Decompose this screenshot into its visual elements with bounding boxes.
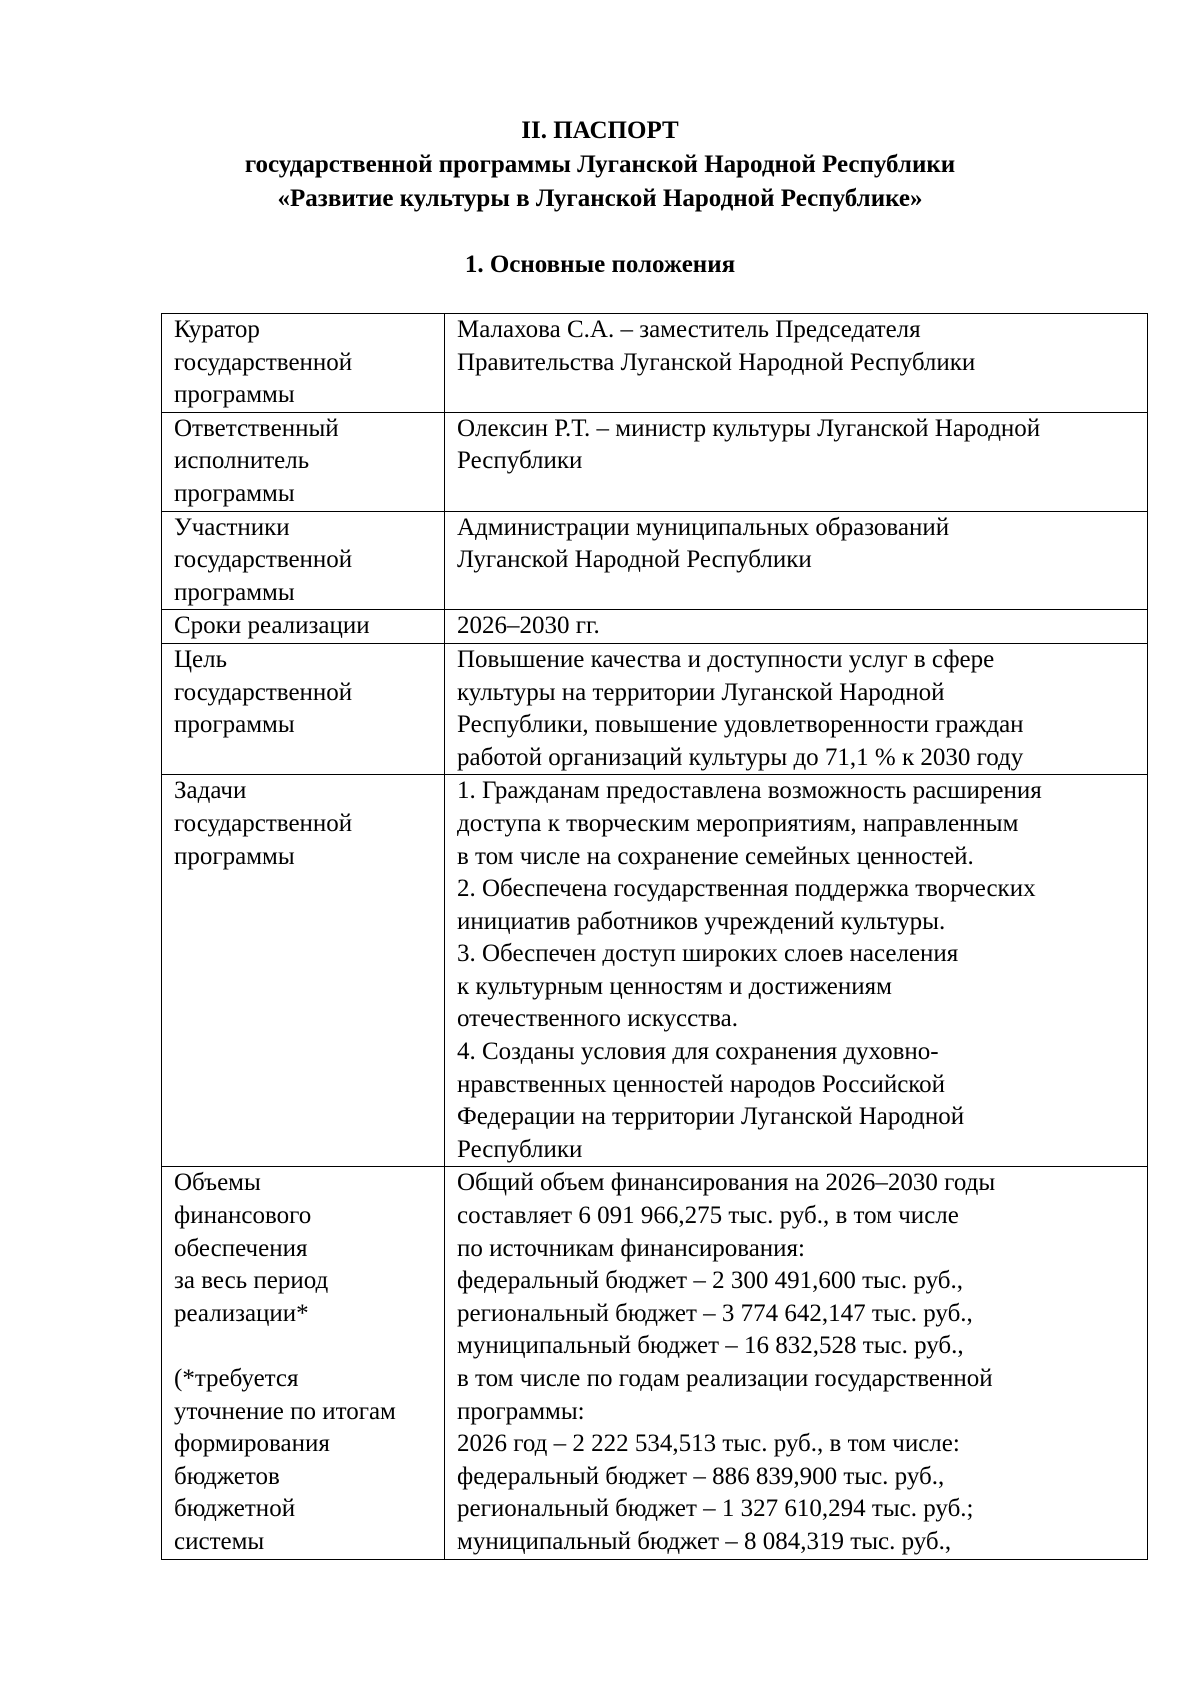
- row-value-executor: [445, 412, 1148, 511]
- program-title-line-2: «Развитие культуры в Луганской Народной Республике»: [277, 185, 923, 212]
- value-line: Луганской Народной Республики: [457, 546, 812, 574]
- label-line: обеспечения: [174, 1234, 308, 1262]
- value-line: Малахова С.А. – заместитель Председателя: [457, 316, 921, 343]
- row-label-curator: [162, 314, 445, 413]
- label-line: Ответственный: [174, 414, 339, 442]
- row-value-tasks: [445, 775, 1148, 1167]
- label-note-line: формирования: [174, 1430, 330, 1458]
- label-line: исполнитель: [174, 447, 310, 475]
- label-line: финансового: [174, 1202, 312, 1230]
- value-line: программы:: [457, 1397, 585, 1425]
- label-line: Куратор: [174, 316, 260, 343]
- value-line: составляет 6 091 966,275 тыс. руб., в том числе: [457, 1202, 959, 1230]
- value-line: Республики: [457, 1135, 583, 1163]
- row-label-period: [162, 610, 445, 644]
- label-line: программы: [174, 578, 295, 606]
- program-title-line-1: государственной программы Луганской Народной Республики: [244, 151, 956, 178]
- value-line: нравственных ценностей народов Российской: [457, 1070, 946, 1098]
- value-line: 2026 год – 2 222 534,513 тыс. руб., в том числе:: [457, 1430, 960, 1458]
- table-row: [162, 511, 1148, 610]
- label-line: программы: [174, 381, 295, 409]
- value-line: муниципальный бюджет – 16 832,528 тыс. руб.,: [457, 1332, 964, 1360]
- label-line: за весь период: [174, 1267, 329, 1295]
- row-value-curator: [445, 314, 1148, 413]
- row-value-participants: [445, 511, 1148, 610]
- value-line: Федерации на территории Луганской Народной: [457, 1103, 965, 1131]
- value-line: 2. Обеспечена государственная поддержка творческих: [457, 875, 1036, 903]
- label-line: программы: [174, 711, 295, 739]
- table-row: [162, 314, 1148, 413]
- value-line: культуры на территории Луганской Народной: [457, 678, 945, 706]
- blank-line: [174, 1330, 438, 1363]
- row-value-period: [445, 610, 1148, 644]
- value-line: 4. Созданы условия для сохранения духовно-: [457, 1038, 939, 1066]
- label-line: государственной: [174, 348, 353, 376]
- value-line: Республики, повышение удовлетворенности граждан: [457, 711, 1024, 739]
- value-line: в том числе на сохранение семейных ценностей.: [457, 842, 974, 870]
- label-line: государственной: [174, 809, 353, 837]
- value-line: Администрации муниципальных образований: [457, 513, 950, 541]
- label-line: Цель: [174, 645, 228, 673]
- label-line: программы: [174, 842, 295, 870]
- label-line: Участники: [174, 513, 290, 541]
- table-row: [162, 412, 1148, 511]
- table-row: [162, 643, 1148, 774]
- value-line: 1. Гражданам предоставлена возможность расширения: [457, 777, 1042, 805]
- value-line: доступа к творческим мероприятиям, направленным: [457, 809, 1019, 837]
- value-line: Республики: [457, 447, 583, 475]
- value-line: региональный бюджет – 1 327 610,294 тыс. руб.;: [457, 1495, 974, 1523]
- row-label-executor: [162, 412, 445, 511]
- value-line: работой организаций культуры до 71,1 % к 2030 году: [457, 743, 1024, 771]
- row-label-funding: [162, 1167, 445, 1559]
- section-title: II. ПАСПОРТ: [521, 117, 679, 144]
- value-line: 3. Обеспечен доступ широких слоев населения: [457, 940, 959, 968]
- table-row: [162, 1167, 1148, 1559]
- label-note-line: уточнение по итогам: [174, 1397, 396, 1425]
- value-line: по источникам финансирования:: [457, 1234, 805, 1262]
- passport-table: [161, 313, 1148, 1560]
- value-line: Олексин Р.Т. – министр культуры Луганской Народной: [457, 414, 1041, 442]
- label-line: государственной: [174, 678, 353, 706]
- value-line: региональный бюджет – 3 774 642,147 тыс. руб.,: [457, 1299, 973, 1327]
- label-line: реализации*: [174, 1299, 309, 1327]
- part-title: 1. Основные положения: [464, 251, 736, 278]
- label-line: государственной: [174, 546, 353, 574]
- label-line: Задачи: [174, 777, 247, 805]
- label-note-line: (*требуется: [174, 1365, 299, 1392]
- value-line: муниципальный бюджет – 8 084,319 тыс. руб.,: [457, 1527, 952, 1555]
- label-note-line: бюджетов: [174, 1462, 280, 1490]
- row-label-participants: [162, 511, 445, 610]
- value-line: Общий объем финансирования на 2026–2030 годы: [457, 1169, 996, 1197]
- label-line: Сроки реализации: [174, 612, 370, 640]
- row-value-goal: [445, 643, 1148, 774]
- value-line: федеральный бюджет – 886 839,900 тыс. руб.,: [457, 1462, 945, 1490]
- value-line: к культурным ценностям и достижениям: [457, 972, 892, 1000]
- value-line: 2026–2030 гг.: [457, 612, 600, 640]
- label-line: Объемы: [174, 1169, 261, 1197]
- table-row: [162, 775, 1148, 1167]
- value-line: в том числе по годам реализации государственной: [457, 1365, 993, 1392]
- value-line: Правительства Луганской Народной Республики: [457, 348, 976, 376]
- value-line: инициатив работников учреждений культуры.: [457, 907, 946, 935]
- value-line: Повышение качества и доступности услуг в сфере: [457, 645, 995, 673]
- table-row: [162, 610, 1148, 644]
- row-label-goal: [162, 643, 445, 774]
- label-line: программы: [174, 479, 295, 507]
- value-line: федеральный бюджет – 2 300 491,600 тыс. руб.,: [457, 1267, 963, 1295]
- label-note-line: бюджетной: [174, 1495, 296, 1523]
- value-line: отечественного искусства.: [457, 1005, 738, 1033]
- row-label-tasks: [162, 775, 445, 1167]
- row-value-funding: [445, 1167, 1148, 1559]
- label-note-line: системы: [174, 1527, 265, 1555]
